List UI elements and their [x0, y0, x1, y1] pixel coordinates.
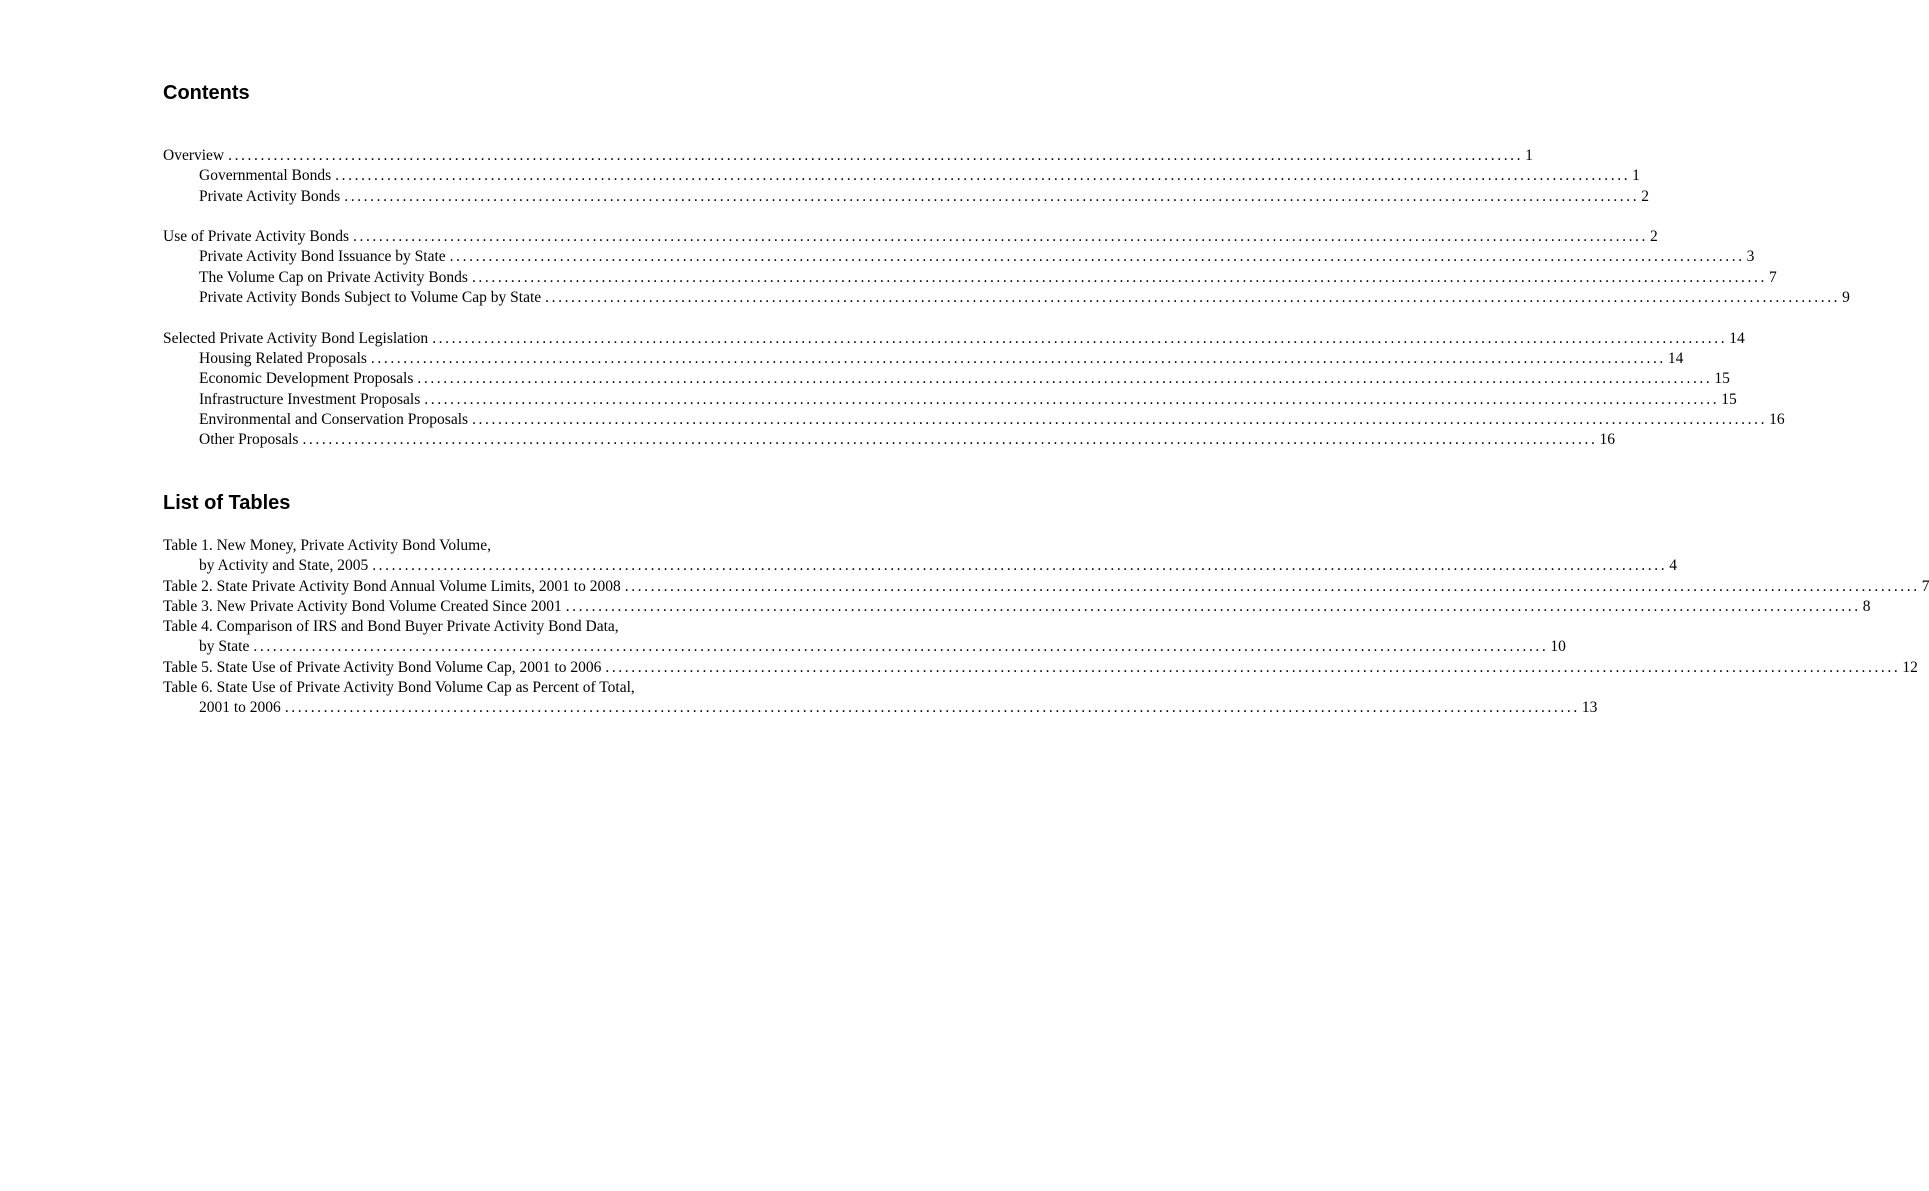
table-entry-title: Table 4. Comparison of IRS and Bond Buyer Private Activity Bond Data, — [163, 618, 619, 636]
dot-leader: ........................................................................................................................................................................................................ — [624, 577, 1920, 595]
dot-leader: ........................................................................................................................................................................................................ — [565, 597, 1861, 615]
table-entry-title: Table 5. State Use of Private Activity Bond Volume Cap, 2001 to 2006 — [163, 658, 602, 676]
toc-entry[interactable] — [163, 390, 1737, 410]
toc-entry-title: Other Proposals — [199, 431, 299, 449]
toc-entry-page: 15 — [1721, 390, 1737, 408]
dot-leader: ........................................................................................................................................................................................................ — [449, 248, 1745, 266]
toc-entry-page: 2 — [1650, 228, 1658, 246]
list-of-tables-heading: List of Tables — [163, 492, 291, 514]
toc-entry[interactable] — [163, 288, 1850, 308]
list-of-tables — [163, 536, 1929, 719]
toc-entry[interactable] — [163, 166, 1640, 186]
table-entry[interactable] — [163, 597, 1871, 617]
dot-leader: ........................................................................................................................................................................................................ — [472, 410, 1768, 428]
toc-entry-title: Economic Development Proposals — [199, 370, 414, 388]
dot-leader: ........................................................................................................................................................................................................ — [372, 557, 1668, 575]
toc-entry-title: Selected Private Activity Bond Legislation — [163, 329, 429, 347]
toc-entry[interactable] — [163, 146, 1533, 166]
toc-entry-page: 1 — [1632, 167, 1640, 185]
toc-entry[interactable] — [163, 227, 1658, 247]
toc-entry[interactable] — [163, 187, 1649, 207]
toc-entry-title: Private Activity Bond Issuance by State — [199, 248, 446, 266]
toc-entry-page: 15 — [1714, 370, 1730, 388]
table-entry-title: Table 6. State Use of Private Activity Bond Volume Cap as Percent of Total, — [163, 679, 635, 697]
toc-entry-page: 14 — [1729, 329, 1745, 347]
table-entry-title: 2001 to 2006 — [199, 699, 281, 717]
toc-entry-title: Environmental and Conservation Proposals — [199, 410, 469, 428]
toc-entry-page: 2 — [1641, 187, 1649, 205]
dot-leader: ........................................................................................................................................................................................................ — [432, 329, 1728, 347]
table-entry-first-line[interactable] — [163, 536, 759, 556]
group-spacer — [163, 207, 759, 227]
toc-entry-page: 16 — [1599, 431, 1615, 449]
dot-leader: ........................................................................................................................................................................................................ — [228, 147, 1524, 164]
toc-entry-page: 3 — [1746, 248, 1755, 266]
table-entry-first-line[interactable] — [163, 617, 759, 637]
toc-entry[interactable] — [163, 349, 1684, 369]
dot-leader: ........................................................................................................................................................................................................ — [253, 638, 1549, 656]
toc-entry[interactable] — [163, 268, 1777, 288]
toc-entry-page: 9 — [1842, 289, 1850, 307]
table-entry-first-line[interactable] — [163, 678, 759, 698]
dot-leader: ........................................................................................................................................................................................................ — [417, 370, 1713, 388]
dot-leader: ........................................................................................................................................................................................................ — [302, 431, 1598, 449]
toc-entry[interactable] — [163, 430, 1615, 450]
toc-entry-page: 1 — [1525, 147, 1533, 164]
table-entry-page: 7 — [1921, 577, 1929, 595]
toc-entry[interactable] — [163, 247, 1755, 267]
table-entry-title: by State — [199, 638, 250, 656]
dot-leader: ........................................................................................................................................................................................................ — [284, 699, 1580, 717]
table-entry[interactable] — [163, 658, 1918, 678]
toc-entry-title: Private Activity Bonds — [199, 187, 341, 205]
table-entry-page: 12 — [1902, 658, 1918, 676]
dot-leader: ........................................................................................................................................................................................................ — [424, 390, 1720, 408]
contents-list — [163, 146, 1850, 450]
toc-entry[interactable] — [163, 329, 1745, 349]
toc-entry-page: 7 — [1768, 268, 1777, 286]
dot-leader: ........................................................................................................................................................................................................ — [471, 268, 1767, 286]
toc-entry-title: The Volume Cap on Private Activity Bonds — [199, 268, 468, 286]
toc-entry[interactable] — [163, 369, 1730, 389]
table-entry-page: 8 — [1862, 597, 1871, 615]
toc-entry-title: Use of Private Activity Bonds — [163, 228, 349, 246]
dot-leader: ........................................................................................................................................................................................................ — [344, 187, 1640, 205]
toc-entry-title: Infrastructure Investment Proposals — [199, 390, 421, 408]
toc-entry[interactable] — [163, 410, 1785, 430]
toc-entry-page: 16 — [1769, 410, 1785, 428]
table-entry[interactable] — [163, 698, 1598, 718]
dot-leader: ........................................................................................................................................................................................................ — [605, 658, 1901, 676]
table-entry[interactable] — [163, 556, 1677, 576]
table-entry-page: 4 — [1669, 557, 1677, 575]
table-entry[interactable] — [163, 637, 1566, 657]
table-entry-title: Table 3. New Private Activity Bond Volume Created Since 2001 — [163, 597, 562, 615]
toc-entry-title: Governmental Bonds — [199, 167, 332, 185]
toc-entry-title: Overview — [163, 147, 225, 164]
dot-leader: ........................................................................................................................................................................................................ — [353, 228, 1648, 246]
table-entry[interactable] — [163, 577, 1929, 597]
table-entry-title: by Activity and State, 2005 — [199, 557, 369, 575]
toc-entry-page: 14 — [1667, 349, 1684, 367]
table-entry-title: Table 1. New Money, Private Activity Bond Volume, — [163, 537, 491, 554]
dot-leader: ........................................................................................................................................................................................................ — [335, 167, 1631, 185]
toc-entry-title: Housing Related Proposals — [199, 349, 367, 367]
table-entry-title: Table 2. State Private Activity Bond Annual Volume Limits, 2001 to 2008 — [163, 577, 621, 595]
group-spacer — [163, 308, 759, 328]
contents-heading: Contents — [163, 82, 250, 104]
toc-entry-title: Private Activity Bonds Subject to Volume Cap by State — [199, 289, 542, 307]
dot-leader: ........................................................................................................................................................................................................ — [370, 349, 1666, 367]
dot-leader: ........................................................................................................................................................................................................ — [545, 289, 1841, 307]
table-entry-page: 10 — [1550, 638, 1566, 656]
table-entry-page: 13 — [1581, 699, 1598, 717]
